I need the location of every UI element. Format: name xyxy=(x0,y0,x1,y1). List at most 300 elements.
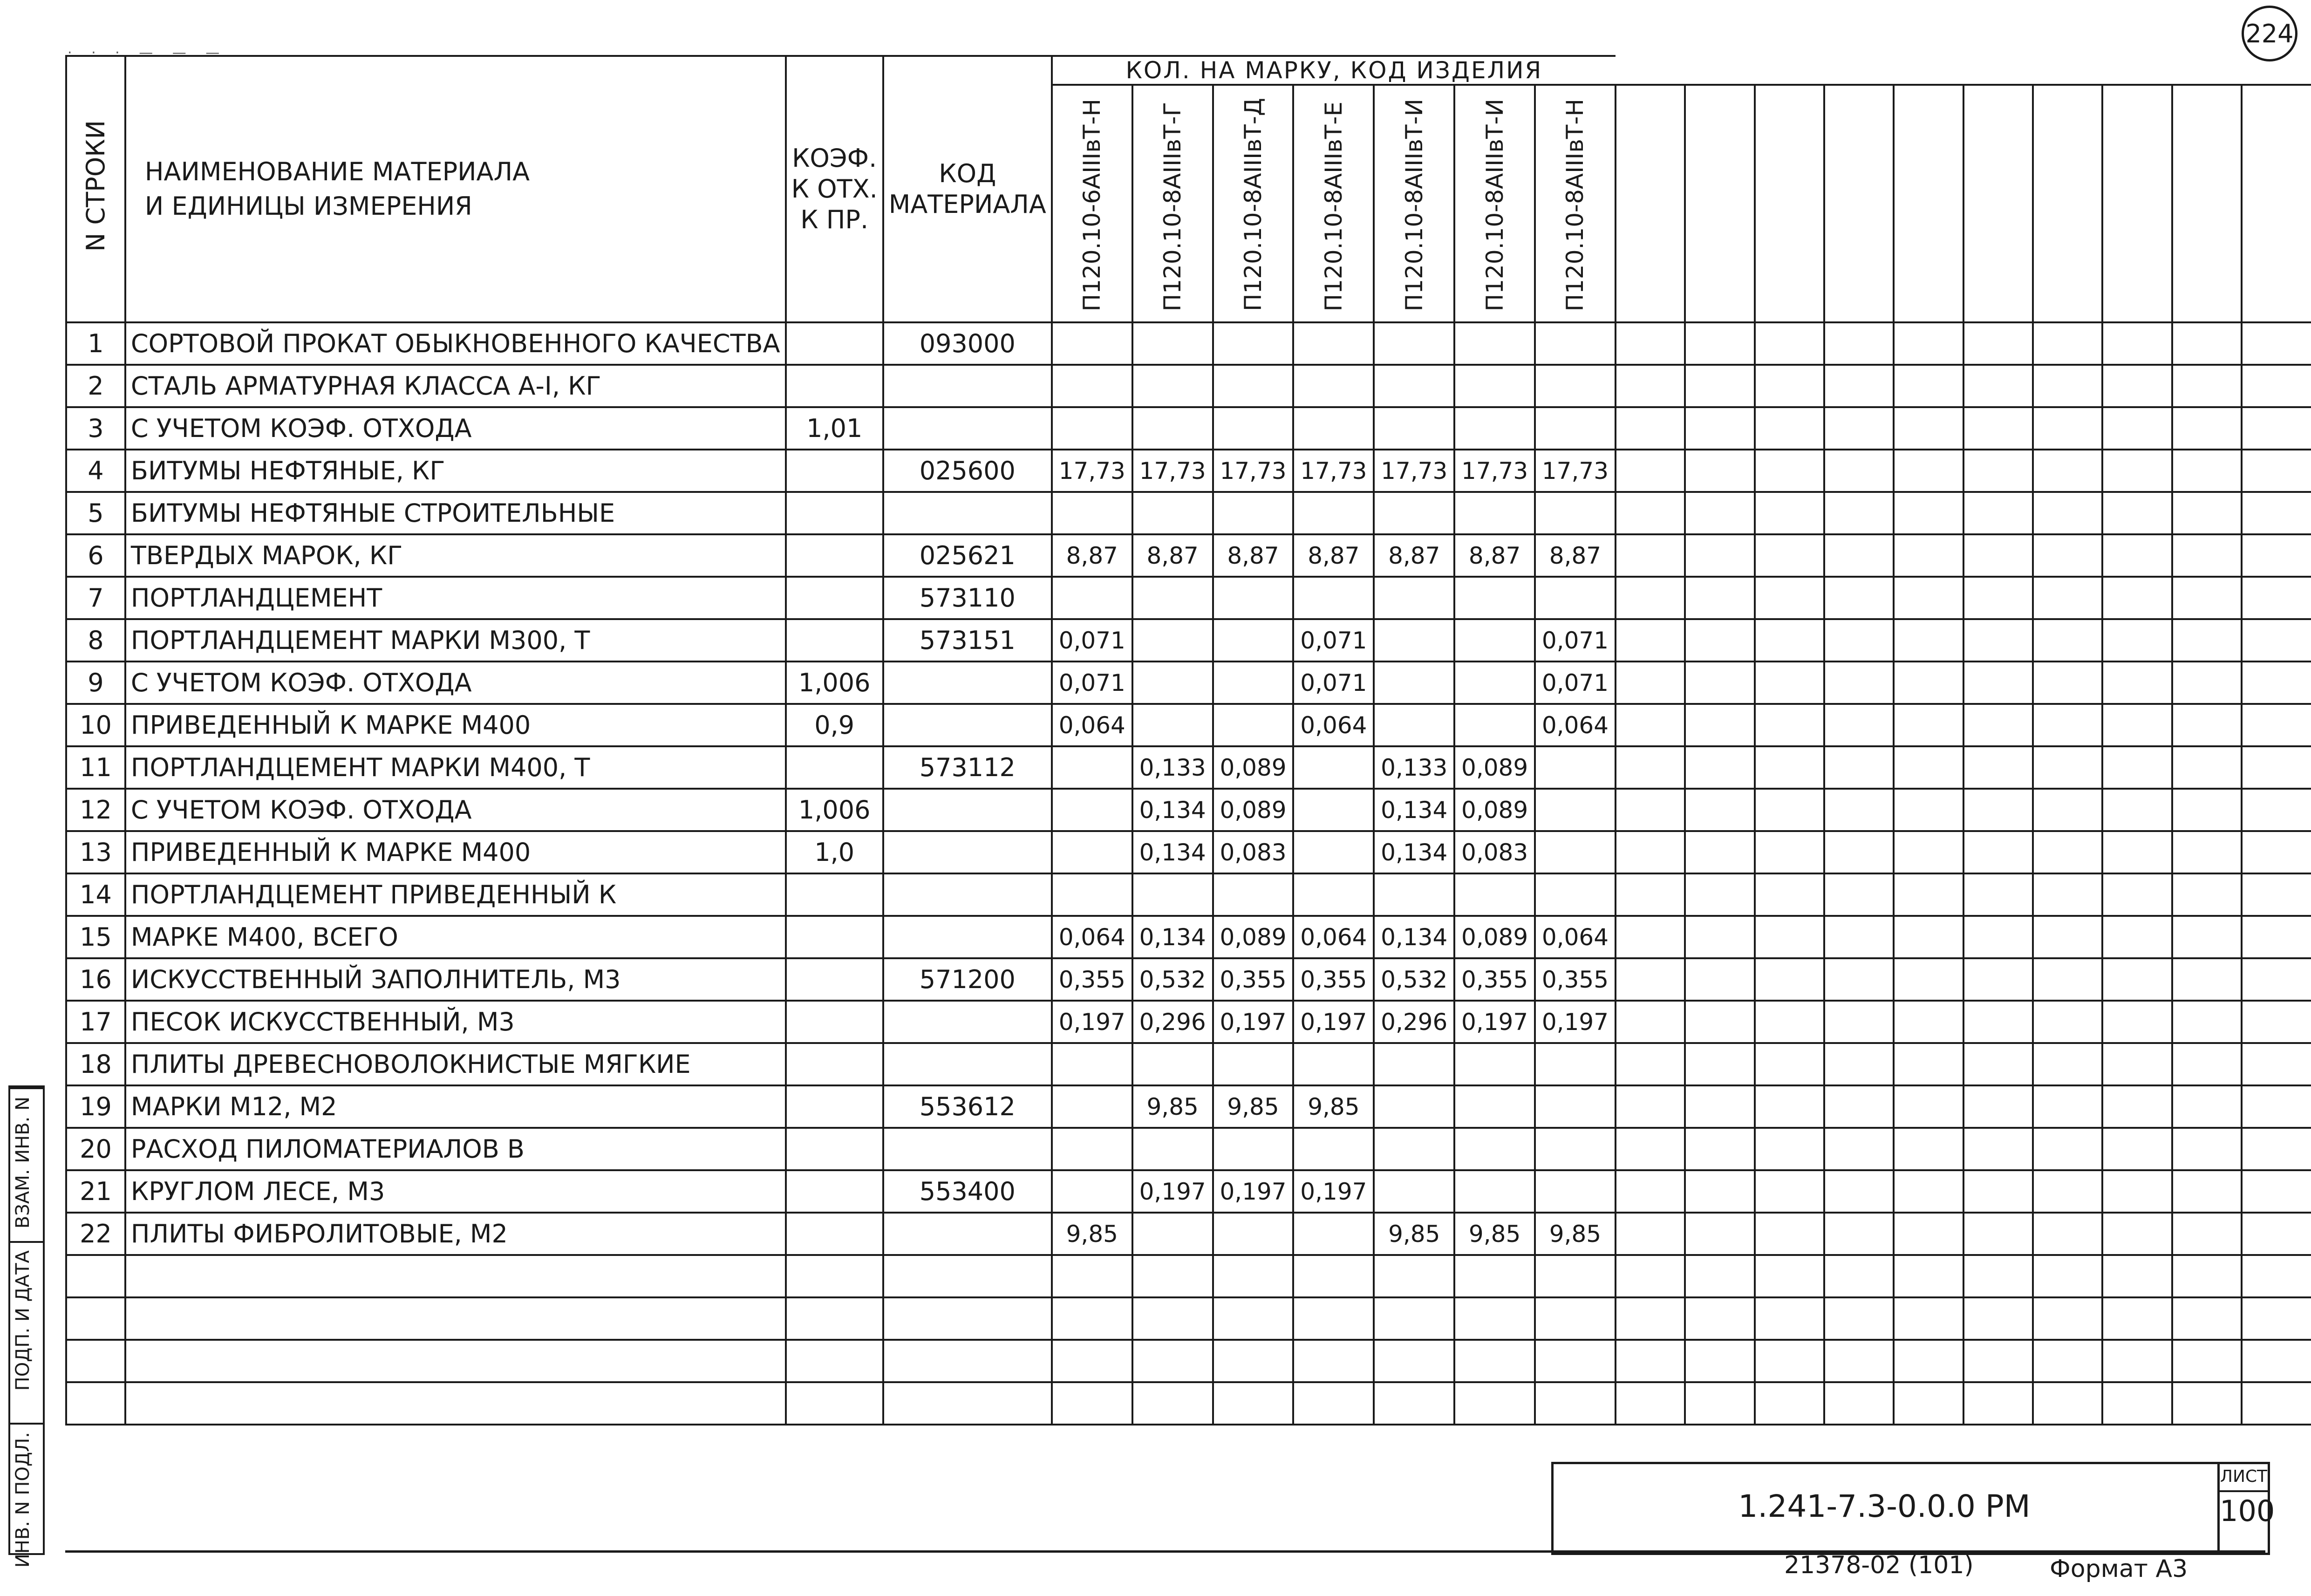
empty-cell xyxy=(1374,1297,1454,1340)
empty-cell xyxy=(1616,704,1685,746)
empty-cell xyxy=(1963,492,2033,534)
table-row xyxy=(66,1001,2311,1043)
quantity-cell: 0,197 xyxy=(1293,1170,1374,1213)
quantity-cell: 0,089 xyxy=(1213,916,1294,958)
quantity-cell xyxy=(1454,619,1535,662)
empty-cell xyxy=(1616,1128,1685,1170)
header-empty-column xyxy=(1963,85,2033,322)
empty-cell xyxy=(1824,1128,1894,1170)
top-edge-marks: · · · — — — xyxy=(68,45,227,61)
empty-cell xyxy=(2102,1340,2172,1382)
empty-cell xyxy=(1963,619,2033,662)
header-empty-column xyxy=(2033,85,2102,322)
empty-cell xyxy=(1894,958,1963,1001)
material-name: ПЛИТЫ ДРЕВЕСНОВОЛОКНИСТЫЕ МЯГКИЕ xyxy=(125,1043,786,1085)
quantity-cell: 0,083 xyxy=(1454,831,1535,873)
quantity-cell xyxy=(1132,1128,1213,1170)
row-number: 14 xyxy=(66,873,125,916)
quantity-cell xyxy=(1132,704,1213,746)
quantity-cell xyxy=(1374,365,1454,407)
empty-cell xyxy=(2033,1340,2102,1382)
row-number: 5 xyxy=(66,492,125,534)
blank-row xyxy=(66,1255,2311,1297)
empty-cell xyxy=(2102,492,2172,534)
quantity-cell: 0,089 xyxy=(1454,746,1535,789)
quantity-cell xyxy=(1535,365,1616,407)
empty-cell xyxy=(1213,1382,1294,1425)
header-quantity-group: КОЛ. НА МАРКУ, КОД ИЗДЕЛИЯ xyxy=(1052,56,1616,85)
quantity-cell xyxy=(1535,322,1616,365)
empty-cell xyxy=(1894,1043,1963,1085)
table-row xyxy=(66,492,2311,534)
blank-row xyxy=(66,1382,2311,1425)
empty-cell xyxy=(2033,1255,2102,1297)
empty-cell xyxy=(1824,1340,1894,1382)
empty-cell xyxy=(883,1340,1052,1382)
material-name: РАСХОД ПИЛОМАТЕРИАЛОВ В xyxy=(125,1128,786,1170)
quantity-cell xyxy=(1052,789,1132,831)
header-product-1 xyxy=(1052,85,1132,322)
empty-cell xyxy=(1824,1043,1894,1085)
row-number: 13 xyxy=(66,831,125,873)
material-code xyxy=(883,492,1052,534)
empty-cell xyxy=(1963,365,2033,407)
quantity-cell: 0,064 xyxy=(1052,916,1132,958)
empty-cell xyxy=(1685,1255,1754,1297)
quantity-cell: 0,296 xyxy=(1132,1001,1213,1043)
empty-cell xyxy=(2242,1297,2311,1340)
material-code: 025621 xyxy=(883,534,1052,577)
coefficient-value xyxy=(786,958,883,1001)
header-product-3 xyxy=(1213,85,1294,322)
header-empty-column xyxy=(1824,85,1894,322)
empty-cell xyxy=(2102,958,2172,1001)
empty-cell xyxy=(1685,1043,1754,1085)
quantity-cell xyxy=(1535,407,1616,450)
empty-cell xyxy=(2172,365,2242,407)
quantity-cell xyxy=(1535,873,1616,916)
empty-cell xyxy=(1685,492,1754,534)
table-row xyxy=(66,577,2311,619)
empty-cell xyxy=(2172,577,2242,619)
quantity-cell: 0,089 xyxy=(1454,789,1535,831)
material-code xyxy=(883,704,1052,746)
empty-cell xyxy=(2033,1213,2102,1255)
quantity-cell xyxy=(1454,492,1535,534)
empty-cell xyxy=(2242,1128,2311,1170)
empty-cell xyxy=(1894,1213,1963,1255)
empty-cell xyxy=(2242,492,2311,534)
empty-cell xyxy=(2102,365,2172,407)
coefficient-value xyxy=(786,1170,883,1213)
empty-cell xyxy=(1963,746,2033,789)
material-name: СТАЛЬ АРМАТУРНАЯ КЛАССА А-I, КГ xyxy=(125,365,786,407)
material-code xyxy=(883,365,1052,407)
quantity-cell: 0,083 xyxy=(1213,831,1294,873)
material-code xyxy=(883,873,1052,916)
quantity-cell: 8,87 xyxy=(1293,534,1374,577)
quantity-cell xyxy=(1052,746,1132,789)
quantity-cell xyxy=(1052,1043,1132,1085)
material-name: С УЧЕТОМ КОЭФ. ОТХОДА xyxy=(125,662,786,704)
empty-cell xyxy=(2172,1043,2242,1085)
empty-cell xyxy=(1894,1297,1963,1340)
sheet-number-circle-text: 224 xyxy=(2245,19,2294,48)
empty-cell xyxy=(1685,789,1754,831)
header-row-number-text: N СТРОКИ xyxy=(81,120,110,252)
quantity-cell xyxy=(1535,1170,1616,1213)
empty-cell xyxy=(786,1297,883,1340)
header-code-line1: КОД xyxy=(939,159,996,188)
empty-cell xyxy=(1755,662,1824,704)
table-row xyxy=(66,873,2311,916)
quantity-cell: 0,355 xyxy=(1213,958,1294,1001)
coefficient-value xyxy=(786,916,883,958)
empty-cell xyxy=(1685,662,1754,704)
quantity-cell xyxy=(1535,1085,1616,1128)
empty-cell xyxy=(66,1340,125,1382)
empty-cell xyxy=(1685,1213,1754,1255)
empty-cell xyxy=(2102,1170,2172,1213)
empty-cell xyxy=(2102,1085,2172,1128)
material-name: ИСКУССТВЕННЫЙ ЗАПОЛНИТЕЛЬ, М3 xyxy=(125,958,786,1001)
quantity-cell: 17,73 xyxy=(1535,450,1616,492)
material-code xyxy=(883,916,1052,958)
empty-cell xyxy=(1213,1340,1294,1382)
table-row xyxy=(66,704,2311,746)
material-name: КРУГЛОМ ЛЕСЕ, М3 xyxy=(125,1170,786,1213)
empty-cell xyxy=(2172,1128,2242,1170)
empty-cell xyxy=(1755,746,1824,789)
empty-cell xyxy=(1685,1001,1754,1043)
header-empty-column xyxy=(2242,85,2311,322)
empty-cell xyxy=(1824,407,1894,450)
quantity-cell xyxy=(1293,1128,1374,1170)
empty-cell xyxy=(1894,704,1963,746)
material-name: С УЧЕТОМ КОЭФ. ОТХОДА xyxy=(125,407,786,450)
quantity-cell: 0,133 xyxy=(1374,746,1454,789)
empty-cell xyxy=(1616,662,1685,704)
empty-cell xyxy=(2172,619,2242,662)
quantity-cell xyxy=(1293,1213,1374,1255)
quantity-cell xyxy=(1213,704,1294,746)
empty-cell xyxy=(2242,958,2311,1001)
quantity-cell xyxy=(1374,1128,1454,1170)
quantity-cell xyxy=(1052,1128,1132,1170)
empty-cell xyxy=(1535,1297,1616,1340)
empty-cell xyxy=(2102,873,2172,916)
row-number: 15 xyxy=(66,916,125,958)
empty-cell xyxy=(1132,1297,1213,1340)
empty-cell xyxy=(1894,322,1963,365)
sheet-number-circle xyxy=(2242,6,2297,61)
empty-cell xyxy=(1963,1255,2033,1297)
empty-cell xyxy=(2033,916,2102,958)
material-name: ПОРТЛАНДЦЕМЕНТ МАРКИ М400, Т xyxy=(125,746,786,789)
empty-cell xyxy=(2102,1001,2172,1043)
empty-cell xyxy=(2033,873,2102,916)
empty-cell xyxy=(2033,1297,2102,1340)
empty-cell xyxy=(1685,1085,1754,1128)
empty-cell xyxy=(1894,1085,1963,1128)
empty-cell xyxy=(1894,492,1963,534)
quantity-cell xyxy=(1454,1128,1535,1170)
empty-cell xyxy=(1755,577,1824,619)
empty-cell xyxy=(2033,662,2102,704)
empty-cell xyxy=(2033,534,2102,577)
quantity-cell: 0,197 xyxy=(1132,1170,1213,1213)
quantity-cell xyxy=(1213,577,1294,619)
empty-cell xyxy=(1685,958,1754,1001)
empty-cell xyxy=(2102,1382,2172,1425)
empty-cell xyxy=(1755,1043,1824,1085)
material-code: 571200 xyxy=(883,958,1052,1001)
quantity-cell: 0,064 xyxy=(1052,704,1132,746)
empty-cell xyxy=(2102,704,2172,746)
row-number: 22 xyxy=(66,1213,125,1255)
empty-cell xyxy=(1755,322,1824,365)
row-number: 3 xyxy=(66,407,125,450)
empty-cell xyxy=(1755,1128,1824,1170)
quantity-cell xyxy=(1052,492,1132,534)
quantity-cell: 9,85 xyxy=(1374,1213,1454,1255)
document-code xyxy=(1551,1462,2217,1550)
empty-cell xyxy=(1293,1297,1374,1340)
coefficient-value xyxy=(786,873,883,916)
empty-cell xyxy=(1616,916,1685,958)
empty-cell xyxy=(1824,662,1894,704)
coefficient-value xyxy=(786,1213,883,1255)
quantity-cell xyxy=(1374,704,1454,746)
empty-cell xyxy=(1894,1128,1963,1170)
table-row xyxy=(66,1128,2311,1170)
quantity-cell: 0,134 xyxy=(1132,916,1213,958)
table-row xyxy=(66,831,2311,873)
coefficient-value: 1,0 xyxy=(786,831,883,873)
empty-cell xyxy=(1824,1213,1894,1255)
empty-cell xyxy=(2102,1128,2172,1170)
empty-cell xyxy=(1963,958,2033,1001)
coefficient-value xyxy=(786,534,883,577)
empty-cell xyxy=(1616,1085,1685,1128)
empty-cell xyxy=(1616,619,1685,662)
empty-cell xyxy=(1755,704,1824,746)
empty-cell xyxy=(1535,1340,1616,1382)
empty-cell xyxy=(2033,407,2102,450)
material-name: С УЧЕТОМ КОЭФ. ОТХОДА xyxy=(125,789,786,831)
quantity-cell: 0,064 xyxy=(1535,916,1616,958)
quantity-cell xyxy=(1213,365,1294,407)
empty-cell xyxy=(2242,619,2311,662)
row-number: 20 xyxy=(66,1128,125,1170)
empty-cell xyxy=(1616,1001,1685,1043)
quantity-cell xyxy=(1535,1128,1616,1170)
quantity-cell xyxy=(1213,322,1294,365)
quantity-cell xyxy=(1052,1085,1132,1128)
header-product-2 xyxy=(1132,85,1213,322)
quantity-cell xyxy=(1454,873,1535,916)
quantity-cell xyxy=(1132,365,1213,407)
material-spec-table xyxy=(65,55,2311,1425)
quantity-cell: 0,089 xyxy=(1213,789,1294,831)
empty-cell xyxy=(1824,1297,1894,1340)
empty-cell xyxy=(2102,789,2172,831)
coefficient-value xyxy=(786,1085,883,1128)
quantity-cell xyxy=(1535,831,1616,873)
empty-cell xyxy=(1963,831,2033,873)
empty-cell xyxy=(2172,407,2242,450)
empty-cell xyxy=(2102,746,2172,789)
empty-cell xyxy=(1963,916,2033,958)
empty-cell xyxy=(2172,746,2242,789)
quantity-cell xyxy=(1454,322,1535,365)
empty-cell xyxy=(66,1382,125,1425)
empty-cell xyxy=(1755,407,1824,450)
quantity-cell: 0,296 xyxy=(1374,1001,1454,1043)
table-row xyxy=(66,789,2311,831)
quantity-cell: 0,071 xyxy=(1052,619,1132,662)
quantity-cell: 17,73 xyxy=(1454,450,1535,492)
material-name: ТВЕРДЫХ МАРОК, КГ xyxy=(125,534,786,577)
empty-cell xyxy=(1894,619,1963,662)
strip-label-replace-inv: ВЗАМ. ИНВ. N xyxy=(12,1097,34,1229)
empty-cell xyxy=(1755,619,1824,662)
empty-cell xyxy=(786,1340,883,1382)
quantity-cell xyxy=(1132,662,1213,704)
empty-cell xyxy=(2242,1043,2311,1085)
quantity-cell xyxy=(1454,365,1535,407)
header-name-line1: НАИМЕНОВАНИЕ МАТЕРИАЛА xyxy=(144,157,530,186)
empty-cell xyxy=(1824,873,1894,916)
empty-cell xyxy=(2172,662,2242,704)
quantity-cell: 0,197 xyxy=(1535,1001,1616,1043)
table-row xyxy=(66,662,2311,704)
quantity-cell xyxy=(1213,662,1294,704)
empty-cell xyxy=(2102,619,2172,662)
empty-cell xyxy=(1052,1382,1132,1425)
empty-cell xyxy=(125,1382,786,1425)
quantity-cell: 9,85 xyxy=(1132,1085,1213,1128)
quantity-cell: 0,071 xyxy=(1535,619,1616,662)
material-name: МАРКЕ М400, ВСЕГО xyxy=(125,916,786,958)
quantity-cell: 0,071 xyxy=(1293,619,1374,662)
empty-cell xyxy=(2242,662,2311,704)
empty-cell xyxy=(1616,534,1685,577)
table-header xyxy=(66,56,2311,322)
product-code-label: П120.10-6АIIIвТ-Н xyxy=(1078,98,1106,311)
empty-cell xyxy=(2172,1085,2242,1128)
empty-cell xyxy=(1755,958,1824,1001)
quantity-cell: 9,85 xyxy=(1293,1085,1374,1128)
quantity-cell xyxy=(1132,322,1213,365)
empty-cell xyxy=(1963,1085,2033,1128)
quantity-cell xyxy=(1374,1085,1454,1128)
empty-cell xyxy=(1824,1170,1894,1213)
empty-cell xyxy=(2033,322,2102,365)
material-name: ПРИВЕДЕННЫЙ К МАРКЕ М400 xyxy=(125,831,786,873)
empty-cell xyxy=(1616,492,1685,534)
sheet-box xyxy=(2217,1462,2275,1555)
empty-cell xyxy=(1894,831,1963,873)
empty-cell xyxy=(1894,1382,1963,1425)
quantity-cell: 8,87 xyxy=(1132,534,1213,577)
empty-cell xyxy=(2242,746,2311,789)
empty-cell xyxy=(1454,1382,1535,1425)
material-name: ПЕСОК ИСКУССТВЕННЫЙ, М3 xyxy=(125,1001,786,1043)
empty-cell xyxy=(2033,577,2102,619)
row-number: 11 xyxy=(66,746,125,789)
empty-cell xyxy=(125,1340,786,1382)
coefficient-value xyxy=(786,1043,883,1085)
quantity-cell xyxy=(1293,873,1374,916)
empty-cell xyxy=(2033,831,2102,873)
empty-cell xyxy=(1685,1170,1754,1213)
empty-cell xyxy=(1894,789,1963,831)
material-code xyxy=(883,789,1052,831)
header-group-empty xyxy=(1616,56,2311,85)
quantity-cell: 0,532 xyxy=(1374,958,1454,1001)
material-code xyxy=(883,1001,1052,1043)
empty-cell xyxy=(1824,1255,1894,1297)
product-code-label: П120.10-8АIIIвТ-Г xyxy=(1159,102,1186,311)
quantity-cell xyxy=(1293,831,1374,873)
empty-cell xyxy=(1616,831,1685,873)
quantity-cell xyxy=(1293,1043,1374,1085)
empty-cell xyxy=(1963,1128,2033,1170)
table-row xyxy=(66,450,2311,492)
header-name-line2: И ЕДИНИЦЫ ИЗМЕРЕНИЯ xyxy=(144,191,472,221)
row-number: 19 xyxy=(66,1085,125,1128)
empty-cell xyxy=(1894,534,1963,577)
empty-cell xyxy=(2172,450,2242,492)
quantity-cell: 0,064 xyxy=(1535,704,1616,746)
empty-cell xyxy=(1616,1297,1685,1340)
quantity-cell: 8,87 xyxy=(1374,534,1454,577)
empty-cell xyxy=(2102,450,2172,492)
row-number: 12 xyxy=(66,789,125,831)
empty-cell xyxy=(1685,365,1754,407)
empty-cell xyxy=(2033,704,2102,746)
empty-cell xyxy=(2172,1170,2242,1213)
empty-cell xyxy=(2242,450,2311,492)
empty-cell xyxy=(2172,1297,2242,1340)
empty-cell xyxy=(1963,704,2033,746)
empty-cell xyxy=(1213,1297,1294,1340)
row-number: 10 xyxy=(66,704,125,746)
row-number: 18 xyxy=(66,1043,125,1085)
empty-cell xyxy=(1963,1043,2033,1085)
table-body xyxy=(66,322,2311,1425)
quantity-cell xyxy=(1374,577,1454,619)
material-name: ПОРТЛАНДЦЕМЕНТ МАРКИ М300, Т xyxy=(125,619,786,662)
empty-cell xyxy=(66,1297,125,1340)
quantity-cell: 0,355 xyxy=(1535,958,1616,1001)
material-name: СОРТОВОЙ ПРОКАТ ОБЫКНОВЕННОГО КАЧЕСТВА xyxy=(125,322,786,365)
empty-cell xyxy=(1824,322,1894,365)
empty-cell xyxy=(1685,831,1754,873)
quantity-cell: 0,133 xyxy=(1132,746,1213,789)
quantity-cell: 0,134 xyxy=(1374,916,1454,958)
quantity-cell xyxy=(1052,1170,1132,1213)
quantity-cell xyxy=(1454,704,1535,746)
material-code: 573151 xyxy=(883,619,1052,662)
empty-cell xyxy=(1454,1255,1535,1297)
header-empty-column xyxy=(1894,85,1963,322)
header-empty-column xyxy=(1685,85,1754,322)
table-row xyxy=(66,916,2311,958)
empty-cell xyxy=(1454,1297,1535,1340)
empty-cell xyxy=(2242,789,2311,831)
